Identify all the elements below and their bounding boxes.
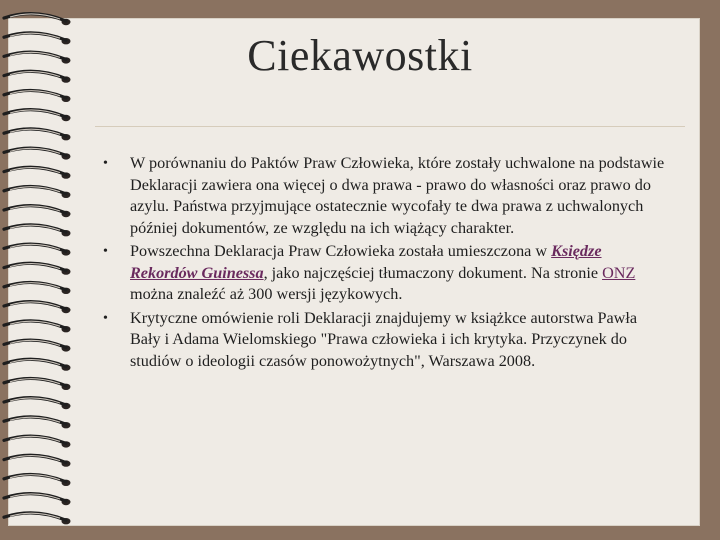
binding-ring	[4, 167, 71, 179]
binding-ring	[4, 340, 71, 352]
bullet-marker: •	[103, 244, 108, 259]
binding-ring	[4, 52, 71, 64]
binding-ring	[4, 494, 71, 506]
bullet-list	[100, 153, 670, 374]
binding-ring	[4, 282, 71, 294]
binding-ring	[4, 321, 71, 333]
binding-ring	[4, 33, 71, 45]
slide-title: Ciekawostki	[247, 31, 473, 80]
binding-ring	[4, 359, 71, 371]
bullet-text-middle: , jako najczęściej tłumaczony dokument. Na stronie	[263, 263, 603, 282]
bullet-marker: •	[103, 310, 108, 326]
binding-ring	[4, 436, 71, 448]
list-item	[100, 241, 670, 306]
spiral-binding	[0, 0, 90, 540]
binding-ring	[4, 14, 71, 26]
onz-link[interactable]: ONZ	[602, 263, 636, 282]
binding-ring	[4, 455, 71, 467]
binding-ring	[4, 474, 71, 486]
list-item	[100, 153, 670, 239]
list-item	[100, 308, 670, 373]
bullet-text: Krytyczne omówienie roli Deklaracji znajdujemy w książkce autorstwa Pawła Bały i Adama Wielomskiego "Prawa człowieka i ich krytyka. Przyczynek do studiów o ideologii czasów ponowożytnych", Warszawa 2008.	[130, 308, 638, 370]
binding-ring	[4, 398, 71, 410]
binding-ring	[4, 244, 71, 256]
binding-ring	[4, 513, 71, 525]
binding-ring	[4, 71, 71, 83]
binding-ring	[4, 148, 71, 160]
bullet-text-end: można znaleźć aż 300 wersji językowych.	[130, 285, 403, 303]
binding-ring	[4, 206, 71, 218]
binding-ring	[4, 225, 71, 237]
title-divider	[95, 126, 685, 127]
binding-ring	[4, 263, 71, 275]
binding-ring	[4, 302, 71, 314]
binding-ring	[4, 186, 71, 198]
guinness-link[interactable]: Księdze Rekordów Guinessa	[130, 242, 602, 282]
binding-ring	[4, 110, 71, 122]
bullet-text-start: Powszechna Deklaracja Praw Człowieka została umieszczona w	[130, 242, 552, 260]
binding-ring	[4, 378, 71, 390]
binding-ring	[4, 129, 71, 141]
bullet-text: W porównaniu do Paktów Praw Człowieka, które zostały uchwalone na podstawie Deklaracji zawiera ona więcej o dwa prawa - prawo do własności oraz prawo do azylu. Państwa przyjmujące ostatecznie wycofały te dwa prawa z uchwalonych później dokumentów, ze względu na ich wiążący charakter.	[130, 154, 665, 237]
binding-ring	[4, 90, 71, 102]
bullet-marker: •	[103, 156, 108, 171]
binding-ring	[4, 417, 71, 429]
